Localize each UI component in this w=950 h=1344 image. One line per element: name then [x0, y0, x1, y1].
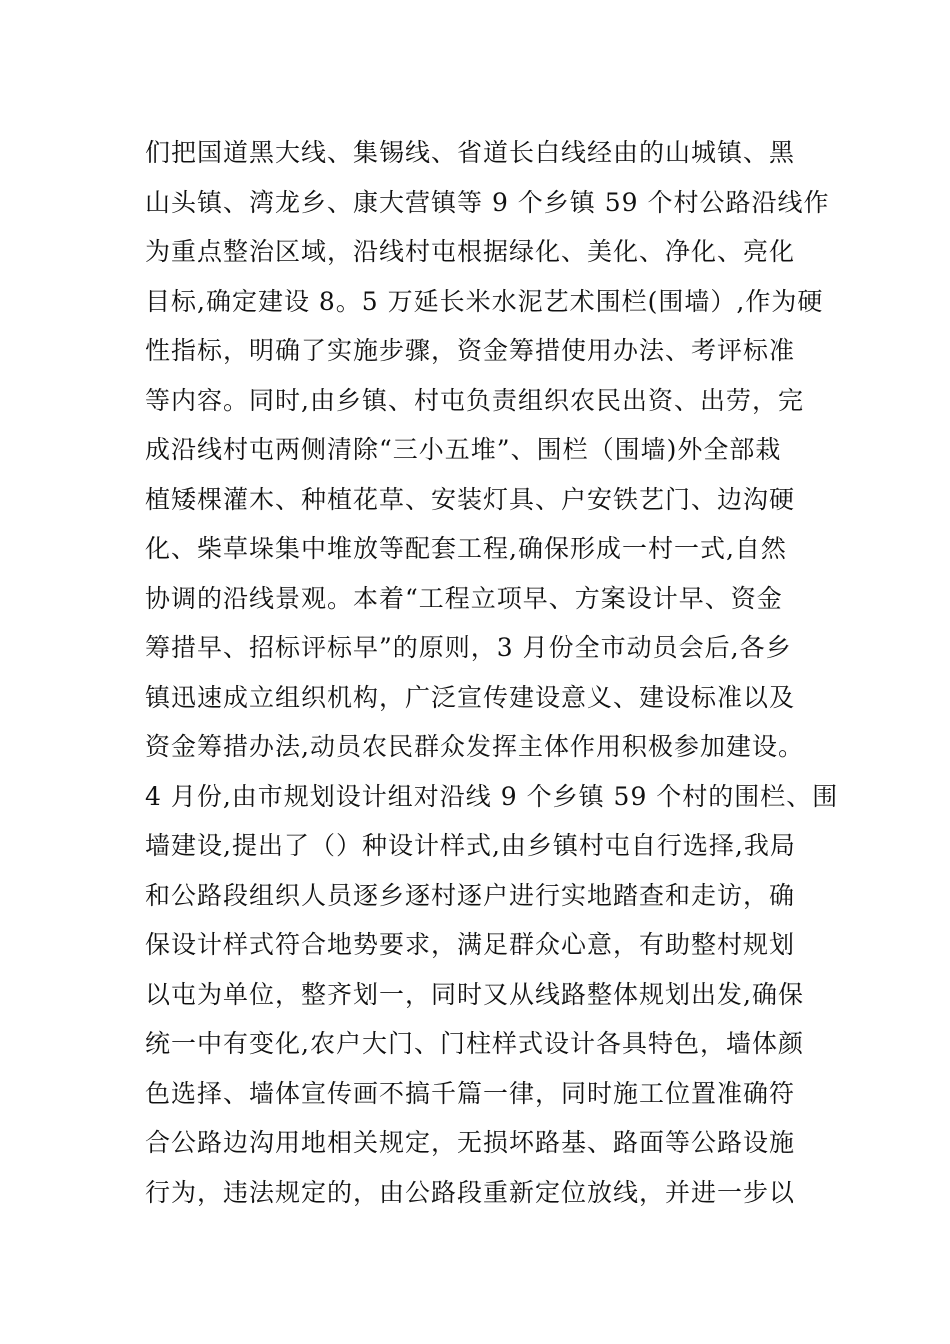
text-line: 统一中有变化,农户大门、门柱样式设计各具特色，墙体颜 [145, 1029, 804, 1058]
text-line: 山头镇、湾龙乡、康大营镇等 9 个乡镇 59 个村公路沿线作 [145, 187, 830, 217]
text-line: 协调的沿线景观。本着“工程立项早、方案设计早、资金 [145, 583, 783, 613]
text-line: 为重点整治区域，沿线村屯根据绿化、美化、净化、亮化 [145, 237, 796, 266]
text-line: 镇迅速成立组织机构，广泛宣传建设意义、建设标准以及 [145, 682, 796, 712]
text-line: 成沿线村屯两侧清除“三小五堆”、围栏（围墙)外全部栽 [145, 435, 782, 464]
text-line: 墙建设,提出了（）种设计样式,由乡镇村屯自行选择,我局 [145, 831, 796, 860]
text-line: 目标,确定建设 8。5 万延长米水泥艺术围栏(围墙）,作为硬 [145, 286, 824, 316]
text-line: 筹措早、招标评标早”的原则，3 月份全市动员会后,各乡 [145, 633, 792, 662]
text-line: 保设计样式符合地势要求，满足群众心意，有助整村规划 [145, 930, 796, 959]
text-line: 色选择、墙体宣传画不搞千篇一律，同时施工位置准确符 [145, 1078, 796, 1108]
text-line: 和公路段组织人员逐乡逐村逐户进行实地踏查和走访，确 [145, 880, 796, 910]
text-line: 以屯为单位，整齐划一，同时又从线路整体规划出发,确保 [145, 979, 804, 1009]
body-text [145, 128, 839, 1217]
text-line: 合公路边沟用地相关规定，无损坏路基、路面等公路设施 [145, 1128, 796, 1157]
text-line: 行为，违法规定的，由公路段重新定位放线，并进一步以 [145, 1177, 796, 1207]
text-line: 等内容。同时,由乡镇、村屯负责组织农民出资、出劳，完 [145, 385, 804, 415]
text-line: 化、柴草垛集中堆放等配套工程,确保形成一村一式,自然 [145, 534, 787, 563]
text-line: 资金筹措办法,动员农民群众发挥主体作用积极参加建设。 [145, 732, 804, 761]
text-line: 植矮棵灌木、种植花草、安装灯具、户安铁艺门、边沟硬 [145, 484, 796, 514]
text-line: 4 月份,由市规划设计组对沿线 9 个乡镇 59 个村的围栏、围 [145, 781, 839, 811]
text-line: 性指标，明确了实施步骤，资金筹措使用办法、考评标准 [145, 336, 796, 365]
text-line: 们把国道黑大线、集锡线、省道长白线经由的山城镇、黑 [145, 138, 796, 167]
